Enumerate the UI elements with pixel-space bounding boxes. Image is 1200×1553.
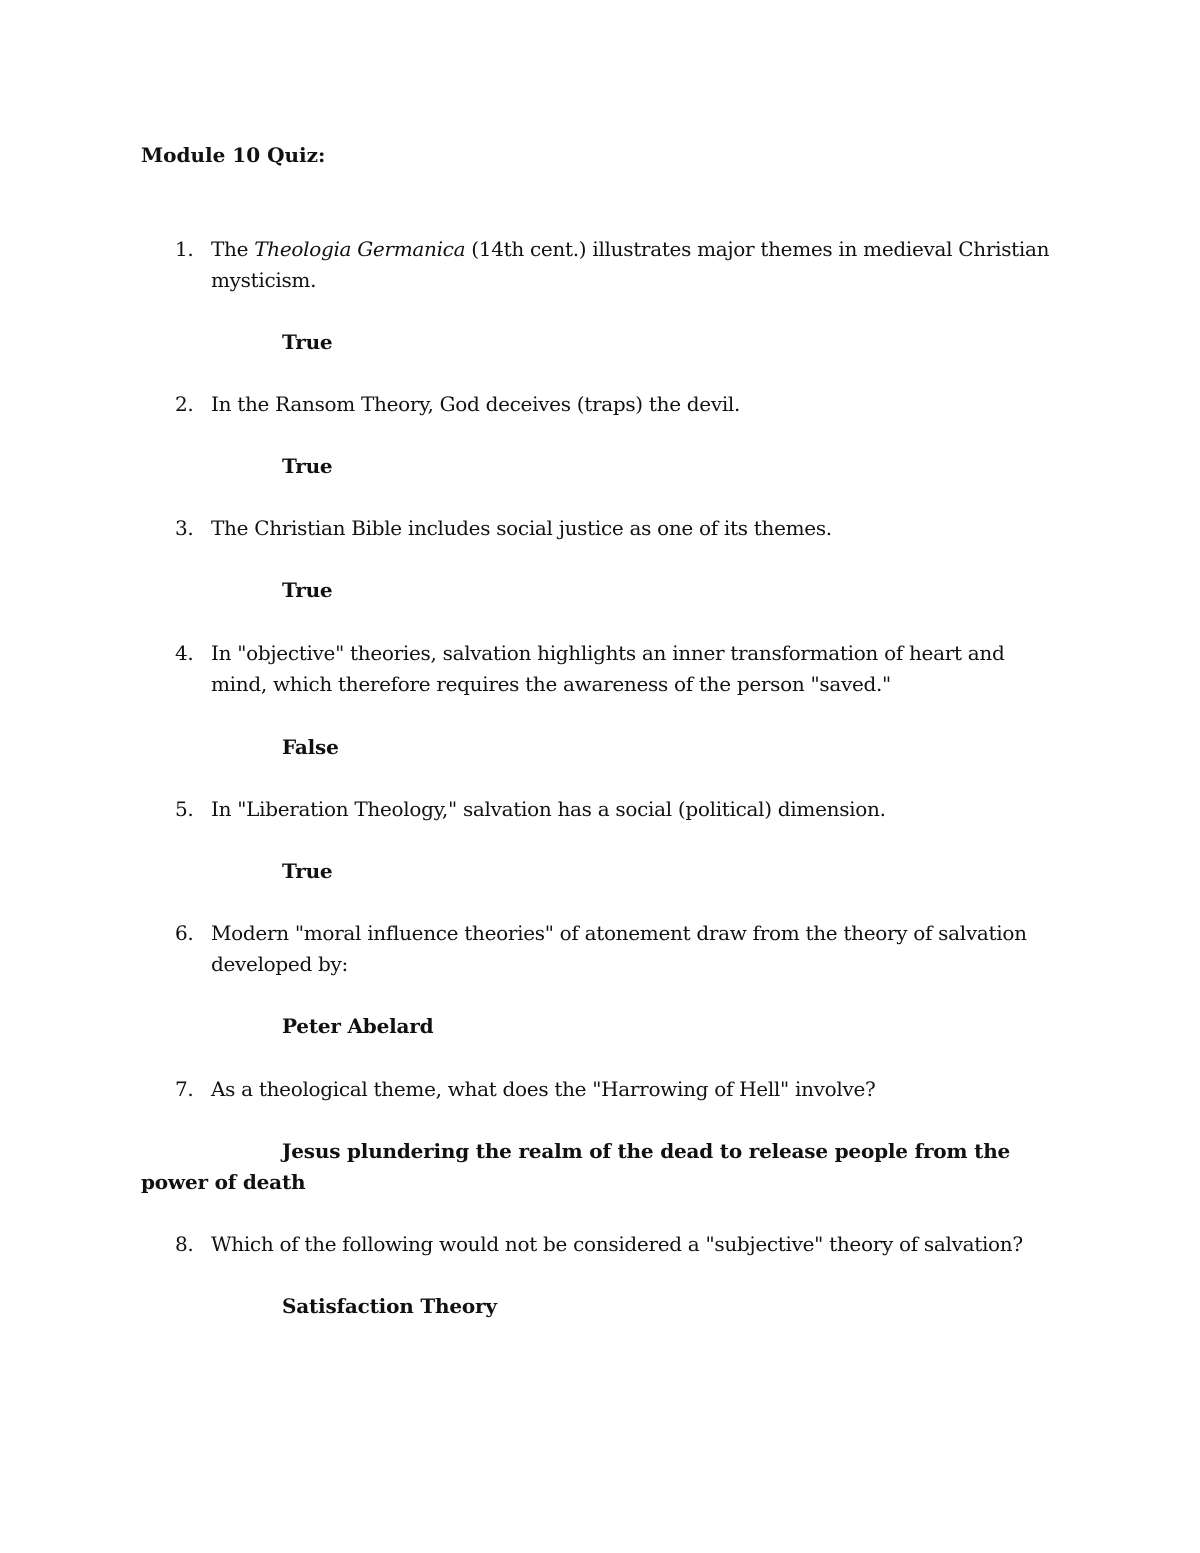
answer-1: True <box>282 330 333 354</box>
question-text: Which of the following would not be considered a "subjective" theory of salvation? <box>211 1232 1023 1256</box>
question-number: 5. <box>175 797 194 821</box>
question-text: As a theological theme, what does the "Harrowing of Hell" involve? <box>211 1077 876 1101</box>
question-6 <box>175 918 1055 980</box>
question-2 <box>175 389 1055 420</box>
question-number: 4. <box>175 641 194 665</box>
quiz-title: Module 10 Quiz: <box>141 143 326 167</box>
question-number: 3. <box>175 516 194 540</box>
answer-3: True <box>282 578 333 602</box>
answer-7: Jesus plundering the realm of the dead to release people from the power of death <box>141 1139 1011 1194</box>
question-text: The Theologia Germanica (14th cent.) illustrates major themes in medieval Christian mysticism. <box>211 237 1050 292</box>
question-text: In the Ransom Theory, God deceives (traps) the devil. <box>211 392 741 416</box>
question-4 <box>175 638 1055 700</box>
question-number: 6. <box>175 921 194 945</box>
question-5 <box>175 794 1055 825</box>
question-text: Modern "moral influence theories" of atonement draw from the theory of salvation developed by: <box>211 921 1027 976</box>
question-number: 1. <box>175 237 194 261</box>
question-number: 8. <box>175 1232 194 1256</box>
answer-6: Peter Abelard <box>282 1014 434 1038</box>
answer-8: Satisfaction Theory <box>282 1294 497 1318</box>
answer-2: True <box>282 454 333 478</box>
book-title: Theologia Germanica <box>254 237 466 261</box>
answer-4: False <box>282 735 339 759</box>
question-7 <box>175 1074 1055 1105</box>
question-text: The Christian Bible includes social justice as one of its themes. <box>211 516 832 540</box>
question-number: 7. <box>175 1077 194 1101</box>
question-1 <box>175 234 1055 296</box>
question-3 <box>175 513 1055 544</box>
question-text: In "objective" theories, salvation highlights an inner transformation of heart and mind, which therefore requires the awareness of the person "saved." <box>211 641 1005 696</box>
question-text: In "Liberation Theology," salvation has a social (political) dimension. <box>211 797 886 821</box>
question-8 <box>175 1229 1055 1260</box>
question-number: 2. <box>175 392 194 416</box>
answer-5: True <box>282 859 333 883</box>
